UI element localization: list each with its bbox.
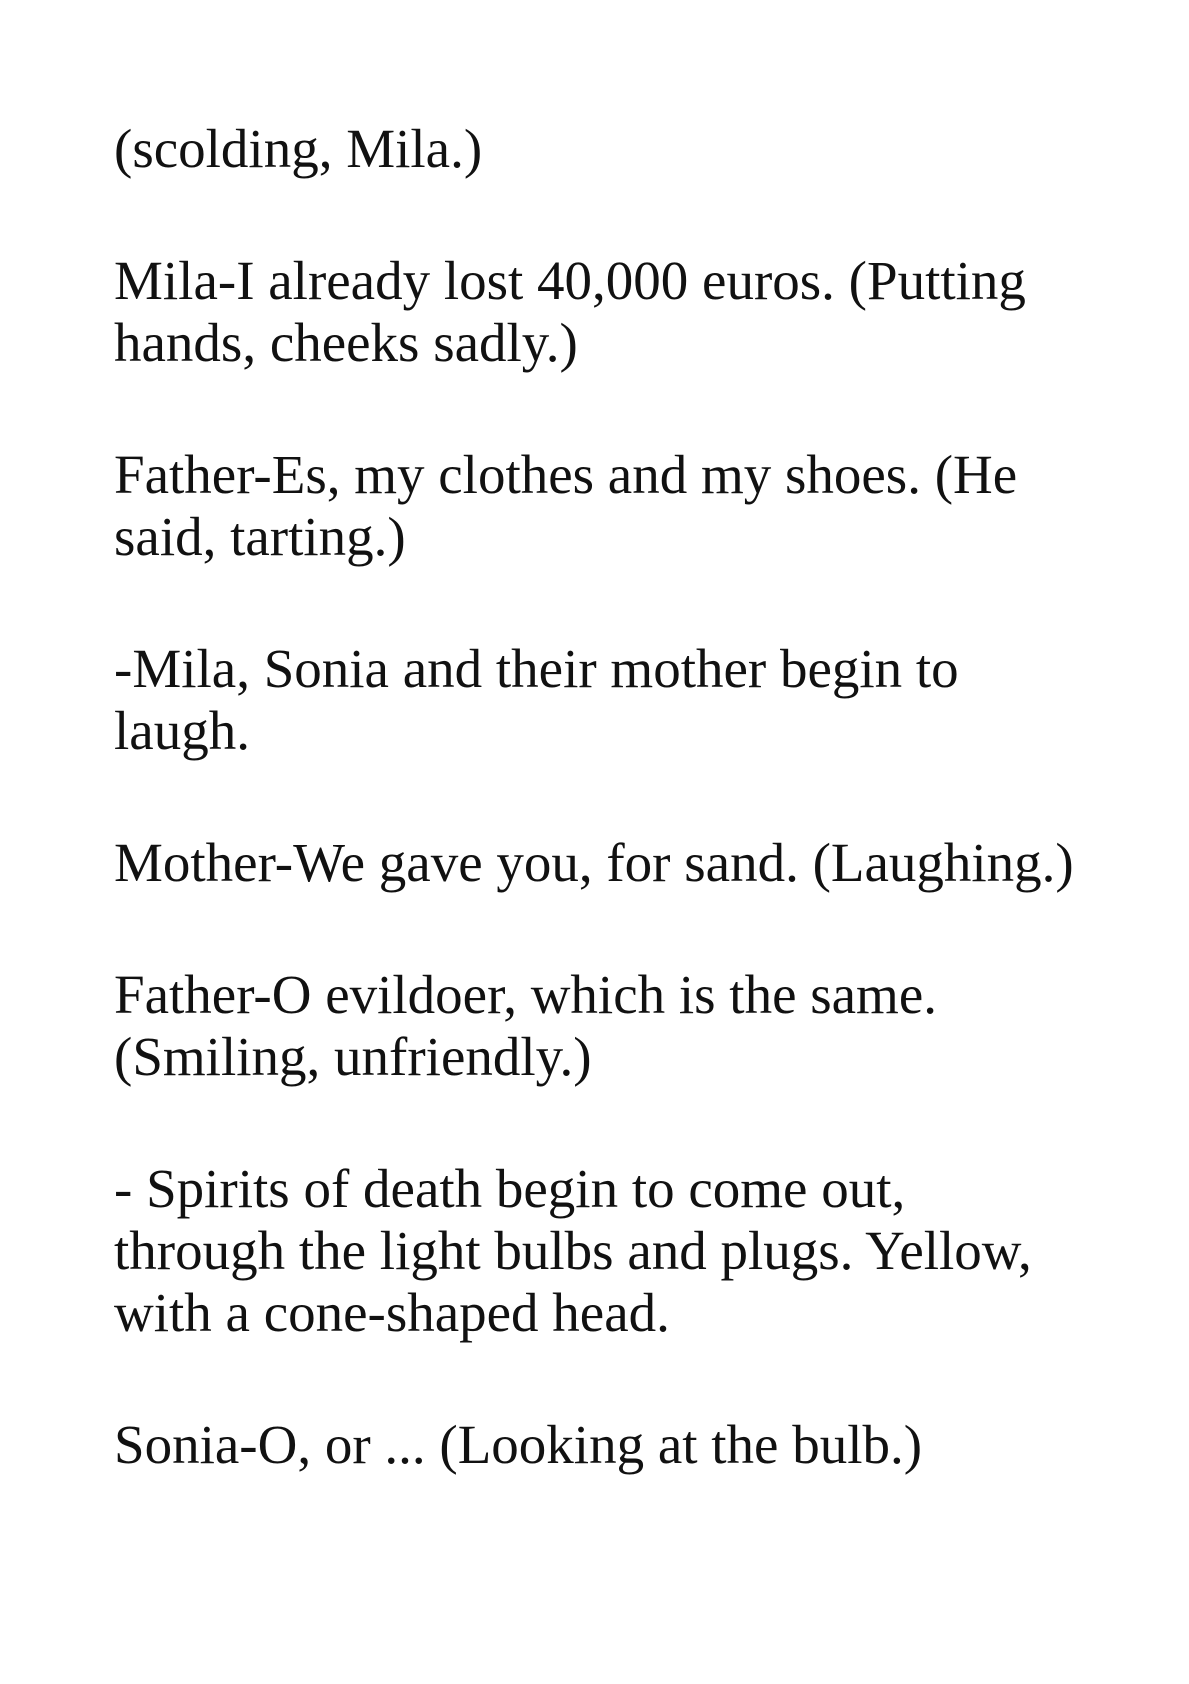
stage-direction-scolding: (scolding, Mila.) — [114, 118, 483, 179]
line-sonia: Sonia-O, or ... (Looking at the bulb.) — [114, 1414, 923, 1475]
line-father-evildoer: Father-O evildoer, which is the same. (Smiling, unfriendly.) — [114, 964, 937, 1087]
line-mother: Mother-We gave you, for sand. (Laughing.) — [114, 832, 1074, 893]
line-mila: Mila-I already lost 40,000 euros. (Putting hands, cheeks sadly.) — [114, 250, 1026, 373]
stage-direction-laugh: -Mila, Sonia and their mother begin to laugh. — [114, 638, 959, 761]
script-body — [114, 118, 1074, 1546]
line-father-clothes: Father-Es, my clothes and my shoes. (He said, tarting.) — [114, 444, 1018, 567]
stage-direction-spirits: - Spirits of death begin to come out, through the light bulbs and plugs. Yellow, with a cone-shaped head. — [114, 1158, 1032, 1343]
